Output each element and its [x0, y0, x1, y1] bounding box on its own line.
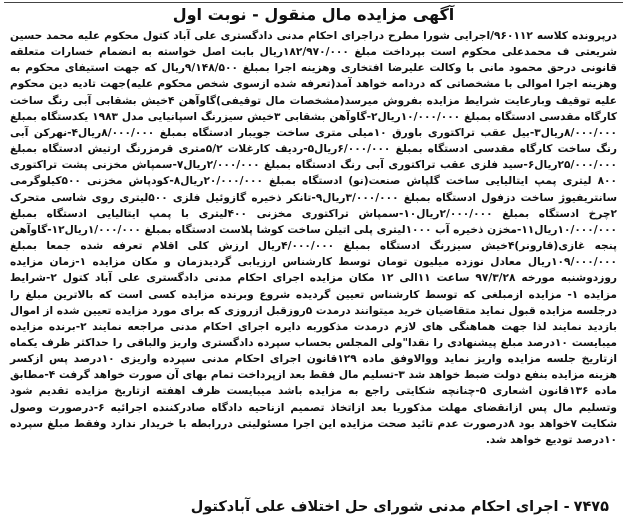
notice-body — [10, 28, 617, 448]
auction-notice — [4, 2, 623, 521]
notice-code: ۷۴۷۵ — [573, 499, 609, 515]
notice-body-text: درپرونده کلاسه ۹۶۰۱۱۲/اجرایی شورا مطرح دراجرای احکام مدنی دادگستری علی آباد کتول محکوم علیه محمد حسین شریعتی ف محمدعلی محکوم است بپرداخت مبلغ ۱۸۲/۹۷۰/۰۰۰ریال بابت اصل خواسته به انضمام خسارات متعلقه قانونی درحق محمود مانی با وکالت علیرضا افتخاری وهزینه اجرا بمبلغ ۹/۱۴۸/۵۰۰ریال که جهت استیفای محکوم به وهزینه اجرا اموالی با مشخصاتی که دردامه خواهد آمد(تعرفه شده ازسوی شخص محکوم علیه)جهت تادیه دین محکوم علیه توقیف وبارعایت شرایط مزایده بفروش میرسد(مشخصات مال توقیفی)گاوآهن ۴خیش بشقابی آبی رنگ ساخت کارگاه مقدسی ادستگاه بمبلغ ۱۰/۰۰۰/۰۰۰ریال۲-گاوآهن بشقابی ۳خیش سیزرنگ اسپانیایی مدل ۱۹۸۳ یکدستگاه بمبلغ ۸/۰۰۰/۰۰۰ریال۳-بیل عقب تراکتوری باورق ۱۰میلی متری ساخت جویبار ادستگاه بمبلغ ۸/۰۰۰/۰۰۰ریال۴-نهرکن آبی رنگ ساخت کارگاه مقدسی ادستگاه بمبلغ ۶/۰۰۰/۰۰۰ریال۵-ردیف کارغلات ۵/۲متری قرمزرنگ ارتیش ادستگاه بمبلغ ۲۵/۰۰۰/۰۰۰ریال۶-سید فلزی عقب تراکتوری آبی رنگ ادستگاه بمبلغ ۲/۰۰۰/۰۰۰ریال۷-سمپاش مخزنی پشت تراکتوری ۸۰۰ لیتری پمپ ایتالیایی ساخت گلپاش صنعت(نو) ادستگاه بمبلغ ۲۰/۰۰۰/۰۰۰ریال۸-کودپاش مخزنی ۵۰۰کیلوگرمی سانتریفیوژ ساخت دزفول ادستگاه بمبلغ ۳/۰۰۰/۰۰۰ریال۹-تانکر ذخیره گازوئیل فلزی ۵۰۰لیتری روی شاسی متحرک ۲چرخ ادستگاه بمبلغ ۲/۰۰۰/۰۰۰ریال۱۰-سمپاش تراکتوری مخزنی ۴۰۰لیتری با پمپ ایتالیایی ادستگاه بمبلغ ۱۰/۰۰۰/۰۰۰ریال۱۱-مخزن ذخیره آب ۱۰۰۰لیتری پلی اتیلن ساخت کوشا پلاست ادستگاه بمبلغ ۱/۰۰۰/۰۰۰ریال۱۲-گاوآهن پنجه غازی(قارونر)۴خیش سیزرنگ ادستگاه بمبلغ ۴/۰۰۰/۰۰۰ریال ارزش کلی اقلام تعرفه شده جمعا بمبلغ ۱۰۹/۰۰۰/۰۰۰ریال معادل نوزده میلیون تومان توسط کارشناس ارزیابی گردیدزمان و مکان مزایده ۱-زمان مزایده روزدوشنبه مورخه ۹۷/۳/۲۸ ساعت ۱۱الی ۱۲ مکان مزایده اجرای احکام مدنی دادگستری علی آباد کتول ۲-شرایط مزایده ۱- مزایده ازمبلغی که توسط کارشناس تعیین گردیده شروع وبرنده مزایده کسی است که بالاترین مبلغ را درجلسه مزایده قبول نماید متقاضیان خرید میتوانند درمدت ۵روزقبل ازروزی که برای مورد مزایده تعیین شده از اموال بازدید نمایند لذا جهت هماهنگی های لازم درمدت مذکوربه دایره اجرای احکام مدنی مراجعه نمایند ۲-برنده مزایده میبایست ۱۰درصد مبلغ پیشنهادی را نقدا"ولی المجلس بحساب سپرده دادگستری واریز والباقی را حداکثر ظرف یکماه ازتاریخ جلسه مزایده واریز نماید ووالاوفق ماده ۱۲۹قانون اجرای احکام مدنی سپرده واریزی ۱۰درصد پس ازکسر هزینه مزایده بنفع دولت ضبط خواهد شد ۳-تسلیم مال فقط بعد ازپرداخت تمام بهای آن صورت خواهد گرفت ۴-مطابق ماده ۱۳۶قانون اشعاری ۵-چنانچه شکایتی راجع به مزایده باشد میبایست ظرف اهفته ازتاریخ مزایده تقدیم شود وتسلیم مال پس ازانقضای مهلت مذکوریا بعد ازاتخاذ تصمیم ازناحیه دادگاه صادرکننده اجرائیه ۶-درصورت وصول شکایت ۷خواهد بود ۸درصورت عدم تائید صحت مزایده این اجرا مسئولیتی دررابطه با خریدار ندارد وفقط مبلغ سپرده ۱۰درصد تودیع خواهد شد. — [10, 30, 618, 446]
notice-title: آگهی مزایده مال منقول - نوبت اول — [172, 5, 455, 24]
notice-footer — [191, 497, 609, 517]
notice-issuer: - اجرای احکام مدنی شورای حل اختلاف علی آبادکتول — [190, 499, 570, 515]
